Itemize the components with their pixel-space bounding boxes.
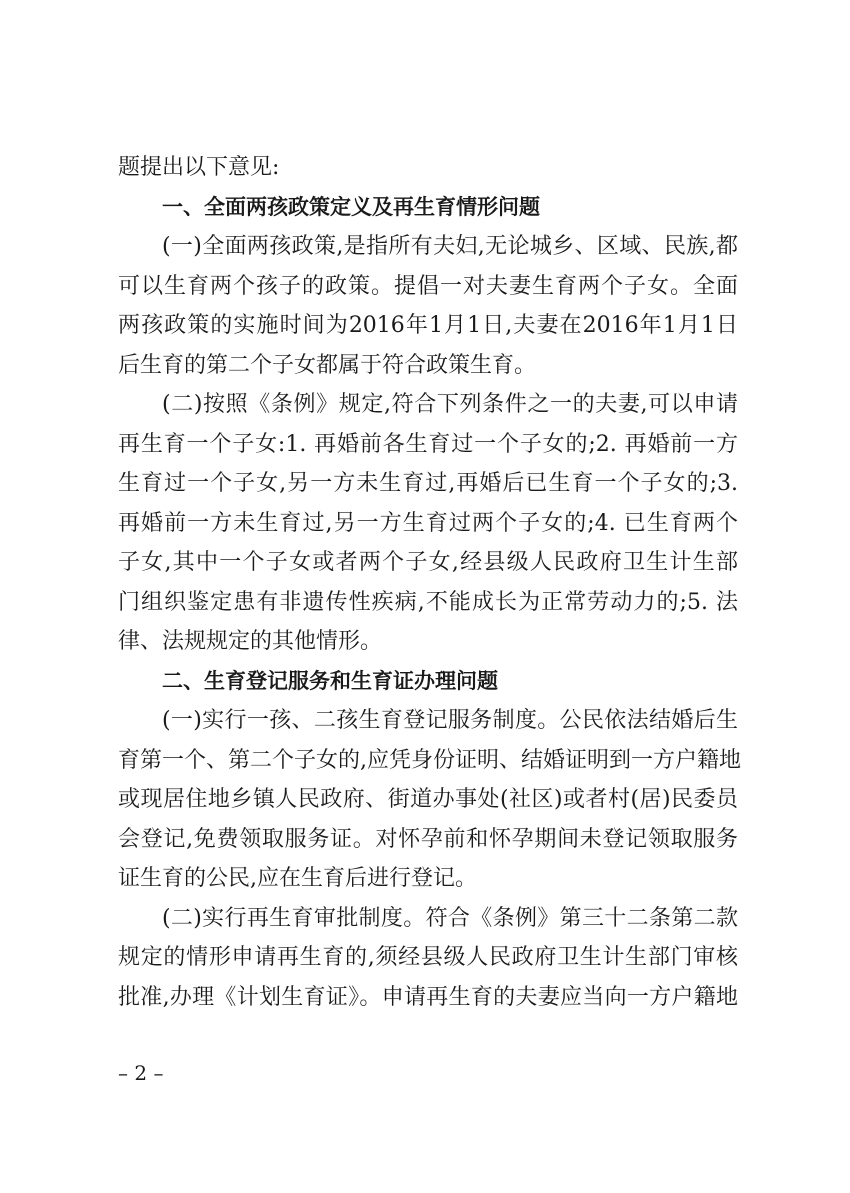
text-line: 再婚前一方未生育过,另一方生育过两个子女的;4. 已生育两个 (118, 510, 738, 536)
text-line: 规定的情形申请再生育的,须经县级人民政府卫生计生部门审核 (118, 945, 738, 970)
text-line: 可以生育两个孩子的政策。提倡一对夫妻生育两个子女。全面 (118, 273, 738, 299)
text-line: (二)实行再生育审批制度。符合《条例》第三十二条第二款 (162, 905, 738, 931)
text-line: 生育过一个子女,另一方未生育过,再婚后已生育一个子女的;3. (118, 471, 738, 496)
text-line: (二)按照《条例》规定,符合下列条件之一的夫妻,可以申请 (162, 392, 738, 417)
text-line: 两孩政策的实施时间为2016年1月1日,夫妻在2016年1月1日 (118, 313, 738, 338)
text-line: 批准,办理《计划生育证》。申请再生育的夫妻应当向一方户籍地 (118, 984, 738, 1010)
text-line: (一)全面两孩政策,是指所有夫妇,无论城乡、区域、民族,都 (162, 234, 738, 259)
text-line: 或现居住地乡镇人民政府、街道办事处(社区)或者村(居)民委员 (118, 787, 738, 812)
text-line: 再生育一个子女:1. 再婚前各生育过一个子女的;2. 再婚前一方 (118, 431, 738, 457)
text-line: (一)实行一孩、二孩生育登记服务制度。公民依法结婚后生 (162, 708, 738, 733)
section-heading-1: 一、全面两孩政策定义及再生育情形问题 (162, 194, 540, 219)
text-line: 门组织鉴定患有非遗传性疾病,不能成长为正常劳动力的;5. 法 (118, 589, 738, 615)
text-line: 律、法规规定的其他情形。 (118, 629, 383, 654)
page-number: – 2 – (118, 1061, 164, 1085)
body-text (118, 148, 741, 1017)
text-line: 子女,其中一个子女或者两个子女,经县级人民政府卫生计生部 (118, 550, 738, 575)
section-heading-2: 二、生育登记服务和生育证办理问题 (162, 668, 498, 693)
text-line: 证生育的公民,应在生育后进行登记。 (118, 866, 477, 891)
text-line: 会登记,免费领取服务证。对怀孕前和怀孕期间未登记领取服务 (118, 826, 738, 852)
text-line: 育第一个、第二个子女的,应凭身份证明、结婚证明到一方户籍地 (118, 747, 741, 773)
text-line: 题提出以下意见: (118, 155, 280, 180)
text-line: 后生育的第二个子女都属于符合政策生育。 (118, 352, 537, 378)
